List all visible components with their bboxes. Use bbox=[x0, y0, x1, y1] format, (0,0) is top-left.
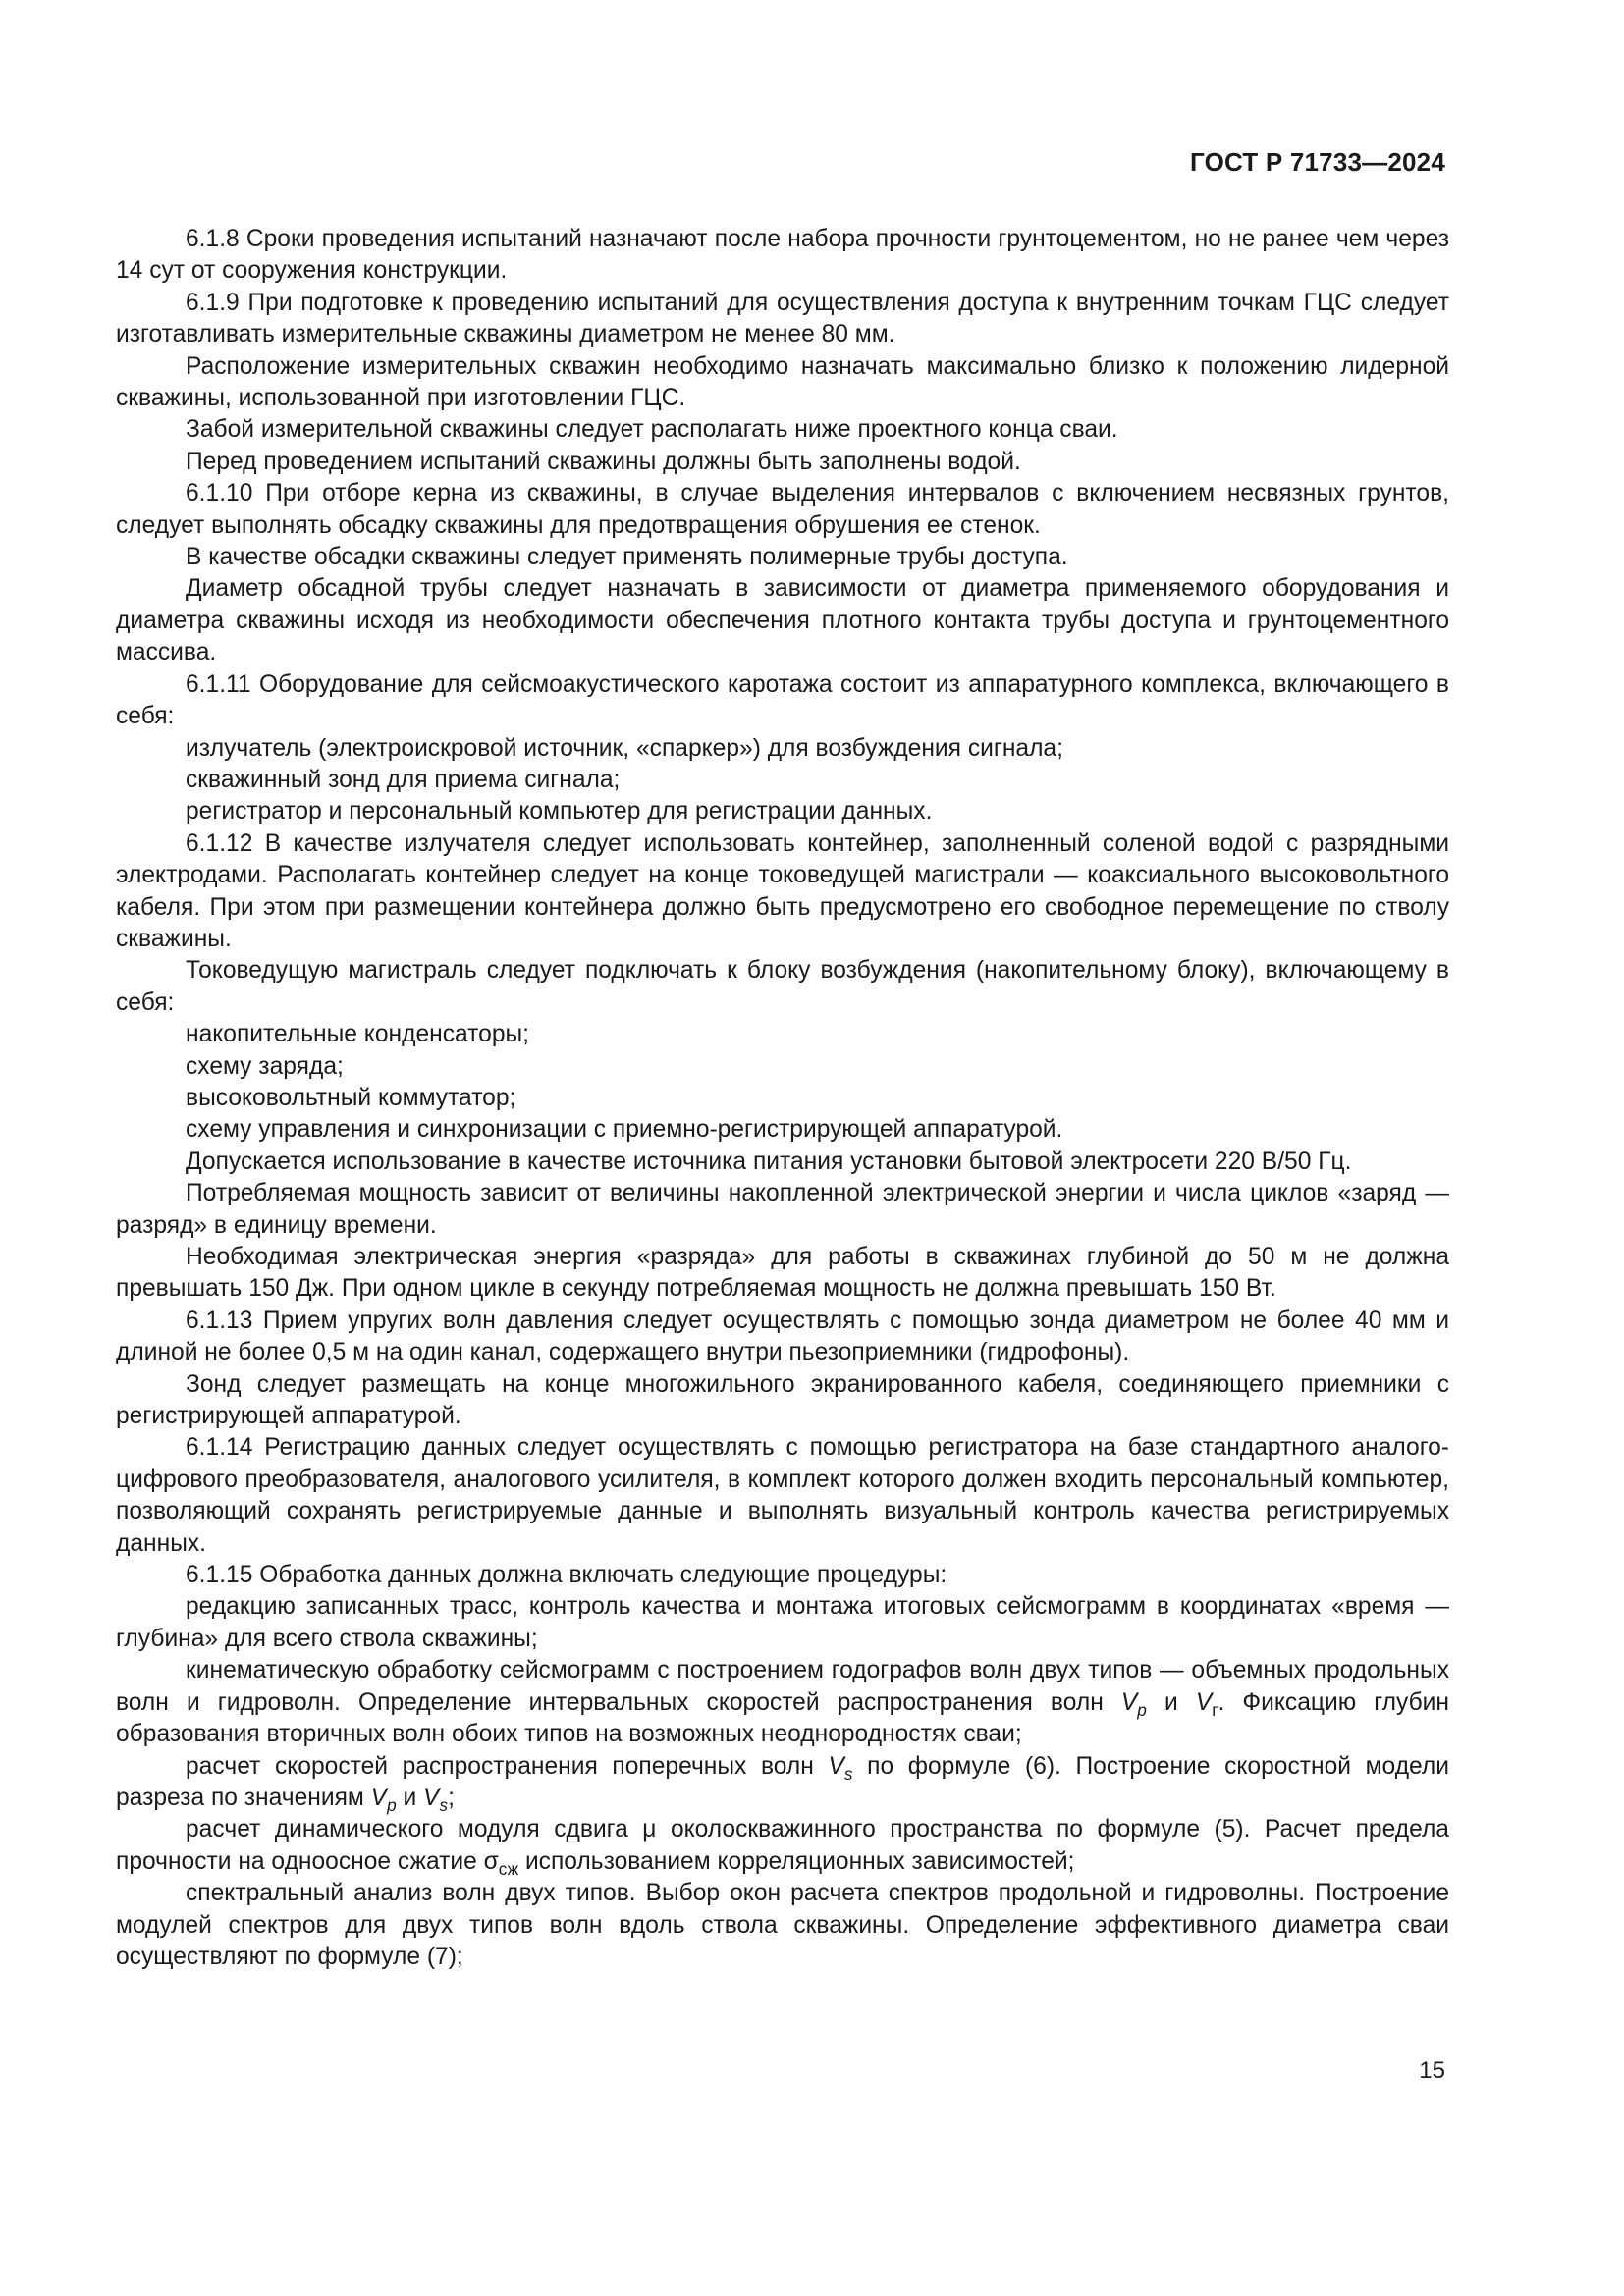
velocity-symbol: V bbox=[423, 1784, 440, 1811]
list-item: схему заряда; bbox=[186, 1052, 344, 1080]
paragraph-6-1-13: 6.1.13 Прием упругих волн давления следует осуществлять с помощью зонда диаметром не более 40 мм и длиной не более 0,5 м на один канал, содержащего внутри пьезоприемники (гидрофоны). bbox=[116, 1307, 1449, 1366]
paragraph-6-1-8: 6.1.8 Сроки проведения испытаний назначают после набора прочности грунтоцементом, но не ранее чем через 14 сут от сооружения конструкции. bbox=[116, 226, 1449, 285]
list-item: накопительные конденсаторы; bbox=[186, 1021, 530, 1048]
document-number: ГОСТ Р 71733—2024 bbox=[1190, 147, 1445, 177]
list-item: регистратор и персональный компьютер для регистрации данных. bbox=[186, 798, 933, 826]
paragraph: В качестве обсадки скважины следует применять полимерные трубы доступа. bbox=[186, 544, 1068, 571]
text-run: ; bbox=[448, 1784, 455, 1811]
paragraph: Необходимая электрическая энергия «разряда» для работы в скважинах глубиной до 50 м не должна превышать 150 Дж. При одном цикле в секунду потребляемая мощность не должна превышать 150 Вт. bbox=[116, 1244, 1449, 1303]
paragraph-6-1-9: 6.1.9 При подготовке к проведению испытаний для осуществления доступа к внутренним точкам ГЦС следует изготавливать измерительные скважины диаметром не менее 80 мм. bbox=[116, 289, 1449, 348]
paragraph: Диаметр обсадной трубы следует назначать в зависимости от диаметра применяемого оборудования и диаметра скважины исходя из необходимости обеспечения плотного контакта трубы доступа и грунтоцементного массива. bbox=[116, 575, 1449, 667]
list-item-modulus bbox=[116, 1814, 1449, 1878]
paragraph: Зонд следует размещать на конце многожильного экранированного кабеля, соединяющего приемники с регистрирующей аппаратурой. bbox=[116, 1370, 1449, 1430]
list-item-transverse bbox=[116, 1751, 1449, 1815]
list-item: высоковольтный коммутатор; bbox=[186, 1084, 516, 1111]
text-run: расчет скоростей распространения поперечных волн bbox=[186, 1752, 829, 1780]
text-run: и bbox=[396, 1784, 424, 1811]
paragraph: Расположение измерительных скважин необходимо назначать максимально близко к положению лидерной скважины, использованной при изготовлении ГЦС. bbox=[116, 352, 1449, 412]
paragraph: Перед проведением испытаний скважины должны быть заполнены водой. bbox=[186, 448, 1021, 475]
subscript: p bbox=[1137, 1699, 1147, 1720]
velocity-symbol: V bbox=[370, 1784, 388, 1811]
paragraph: Допускается использование в качестве источника питания установки бытовой электросети 220 В/50 Гц. bbox=[186, 1148, 1352, 1175]
list-item: схему управления и синхронизации с приемно-регистрирующей аппаратурой. bbox=[186, 1116, 1063, 1144]
paragraph-6-1-10: 6.1.10 При отборе керна из скважины, в случае выделения интервалов с включением несвязных грунтов, следует выполнять обсадку скважины для предотвращения обрушения ее стенок. bbox=[116, 480, 1449, 539]
paragraph: Потребляемая мощность зависит от величины накопленной электрической энергии и числа циклов «заряд — разряд» в единицу времени. bbox=[116, 1180, 1449, 1239]
list-item-spectral: спектральный анализ волн двух типов. Выбор окон расчета спектров продольной и гидроволны. Построение модулей спектров для двух типов волн вдоль ствола скважины. Определение эффективного диаметра сваи осуществляют по формуле (7); bbox=[116, 1880, 1449, 1970]
text-run: кинематическую обработку сейсмограмм с построением годографов волн двух типов — объемных продольных волн и гидроволн. Определение интервальных скоростей распространения волн bbox=[116, 1657, 1449, 1716]
paragraph: Токоведущую магистраль следует подключать к блоку возбуждения (накопительному блоку), включающему в себя: bbox=[116, 957, 1449, 1016]
subscript: сж bbox=[498, 1858, 519, 1879]
text-run: и bbox=[1146, 1688, 1196, 1716]
velocity-symbol: V bbox=[828, 1752, 844, 1780]
page-number: 15 bbox=[1419, 2057, 1445, 2084]
text-run: . Фиксацию глубин образования вторичных волн обоих типов на возможных неоднородностях сваи; bbox=[116, 1688, 1449, 1748]
velocity-symbol: V bbox=[1120, 1688, 1138, 1716]
list-item: редакцию записанных трасс, контроль качества и монтажа итоговых сейсмограмм в координатах «время — глубина» для всего ствола скважины; bbox=[116, 1593, 1449, 1652]
body-text bbox=[116, 224, 1449, 1973]
paragraph-6-1-11: 6.1.11 Оборудование для сейсмоакустического каротажа состоит из аппаратурного комплекса, включающего в себя: bbox=[116, 670, 1449, 730]
paragraph-6-1-12: 6.1.12 В качестве излучателя следует использовать контейнер, заполненный соленой водой с разрядными электродами. Располагать контейнер следует на конце токоведущей магистрали — коаксиального высоковольтного кабеля. При этом при размещении контейнера должно быть предусмотрено его свободное перемещение по стволу скважины. bbox=[116, 829, 1449, 952]
velocity-symbol: V bbox=[1195, 1688, 1213, 1716]
text-run: по формуле (6). Построение скоростной модели разреза по значениям bbox=[116, 1752, 1449, 1811]
paragraph-6-1-15: 6.1.15 Обработка данных должна включать следующие процедуры: bbox=[186, 1562, 947, 1589]
list-item: скважинный зонд для приема сигнала; bbox=[186, 766, 621, 793]
text-run: использованием корреляционных зависимостей; bbox=[518, 1847, 1075, 1875]
subscript: p bbox=[387, 1794, 397, 1815]
subscript: s bbox=[439, 1794, 449, 1815]
list-item: излучатель (электроискровой источник, «спаркер») для возбуждения сигнала; bbox=[186, 734, 1063, 762]
subscript: г bbox=[1212, 1699, 1218, 1720]
subscript: s bbox=[843, 1763, 853, 1784]
text-run: расчет динамического модуля сдвига μ околоскважинного пространства по формуле (5). Расчет предела прочности на одноосное сжатие σ bbox=[116, 1816, 1449, 1875]
paragraph-6-1-14: 6.1.14 Регистрацию данных следует осуществлять с помощью регистратора на базе стандартного аналого-цифрового преобразователя, аналогового усилителя, в комплект которого должен входить персональный компьютер, позволяющий сохранять регистрируемые данные и выполнять визуальный контроль качества регистрируемых данных. bbox=[116, 1434, 1449, 1557]
list-item-kinematic bbox=[116, 1655, 1449, 1750]
paragraph: Забой измерительной скважины следует располагать ниже проектного конца сваи. bbox=[186, 416, 1118, 444]
